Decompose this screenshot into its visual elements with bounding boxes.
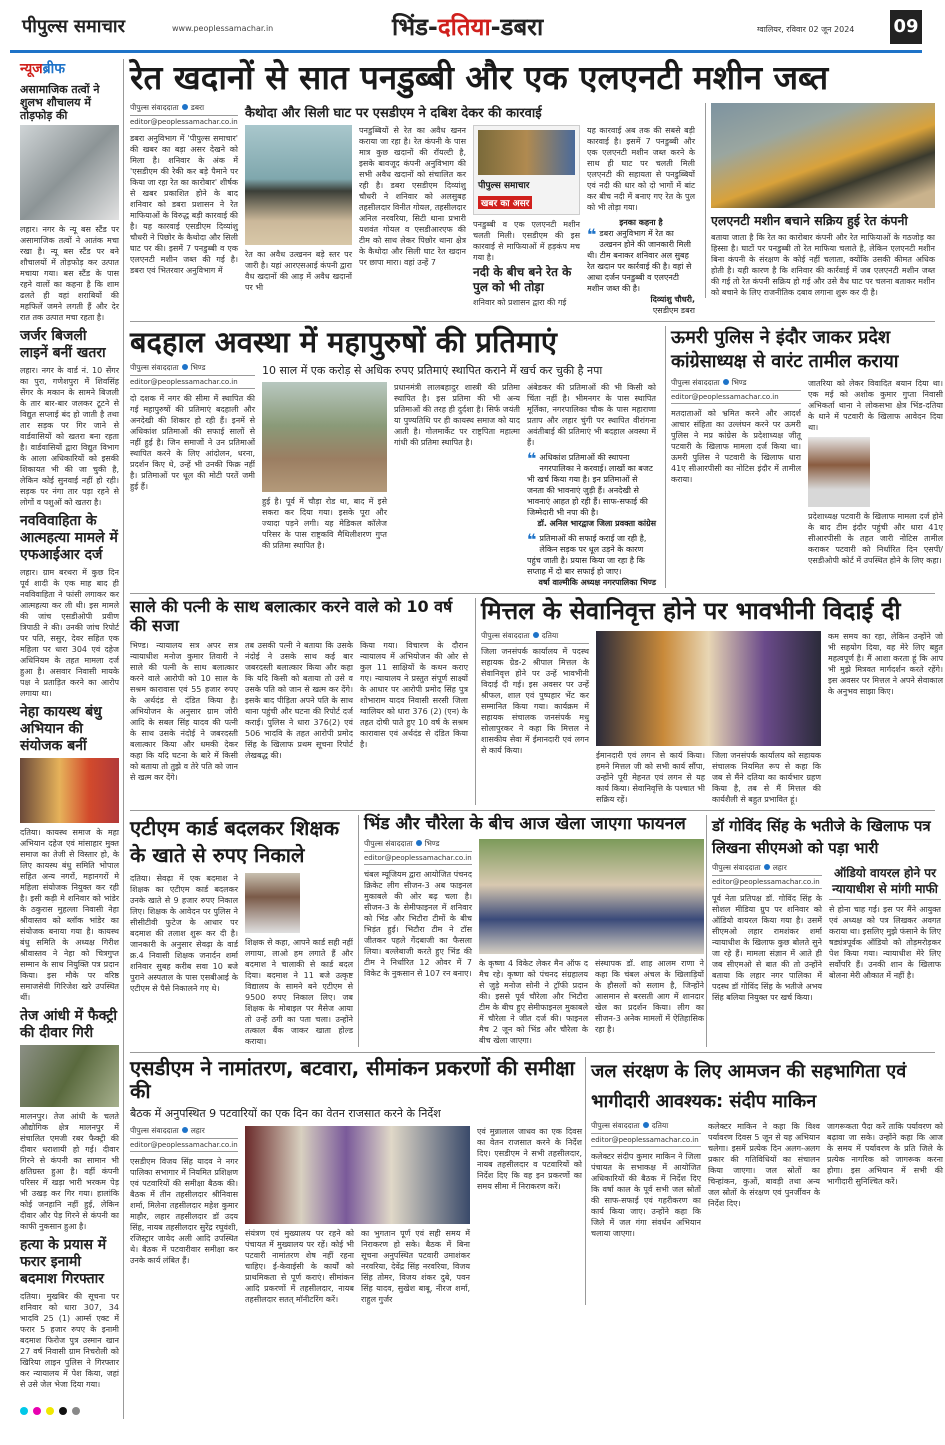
photo-caption-title: एलएनटी मशीन बचाने सक्रिय हुई रेत कंपनी — [711, 212, 908, 228]
news-brief-column — [20, 59, 123, 1419]
mittal-body-4: कम समय का रहा, लेकिन उन्होंने जो भी सहयोग दिया, वह मेरे लिए बहुत महत्वपूर्ण है। मैं आशा करता हूं कि आप भी मुझे मित्रवत मार्गदर्शन करते रहेंगे। इस अवसर पर मित्तल ने अपने सेवाकाल के अनुभव साझा किए। — [828, 631, 943, 696]
umri-col-1: पीपुल्स संवाददाता भिण्ड editor@peoplessamachar.co.in मतदाताओं को भ्रमित करने और आदर्श आचार संहिता का उल्लंघन करने पर ऊमरी पुलिस ने मप्र कांग्रेस के प्रदेशाध्यक्ष जीतू पटवारी के खिलाफ मामला दर्ज किया था। ऊमरी पुलिस ने पटवारी के खिलाफ धारा 41ए सीआरपीसी का नोटिस इंदौर में तामील कराया। — [671, 377, 801, 484]
byline: पीपुल्स संवाददाता डबरा — [130, 103, 238, 116]
umri-headline: ऊमरी पुलिस ने इंदौर जाकर प्रदेश कांग्रेसाध्यक्ष से वारंट तामील कराया — [671, 326, 899, 372]
news-brief-label: न्यूजब्रीफ — [20, 61, 66, 77]
sdm-body-3: का भुगतान पूर्ण एवं सही समय में निराकरण हो सके। बैठक में बिना सूचना अनुपस्थित पटवारी उमाशंकर नरवरिया, देवेंद्र सिंह नरवरिया, विजय सिंह तोमर, विजय शंकर दुबे, पवन सिंह यादव, सुखेश बाबू, नीरज शर्मा, राहुल गुर्जर — [361, 1228, 470, 1304]
logo: पीपुल्स समाचार — [22, 16, 125, 37]
sdm-subhead: बैठक में अनुपस्थित 9 पटवारियों का एक दिन का वेतन राजसात करने के निर्देश — [130, 1106, 441, 1120]
brief-item: असामाजिक तत्वों ने शुलभ शौचालय में तोड़फोड़ की लहार। नगर के न्यू बस स्टैंड पर असामाजिक तत्वों ने आतंक मचा रखा है। न्यू बस स्टैंड पर बने शौचालयों में तोड़फोड़ कर उत्पात मचाया गया। बस स्टैंड के पास रहने वालों का कहना है कि शाम ढलते ही वहां शराबियों की महफिलें जमने लगती हैं और देर रात तक उत्पात मचा रहता है। — [20, 83, 119, 322]
byline: पीपुल्स संवाददाता भिण्ड — [130, 363, 255, 376]
lead-subhead: कैथोदा और सिली घाट पर एसडीएम ने दबिश देकर की कारवाई — [245, 105, 542, 121]
rape-body-3: किया गया। विचारण के दौरान न्यायालय में अभियोजन की ओर से कुल 11 साक्षियों के कथन कराए गए। न्यायालय ने प्रस्तुत संपूर्ण साक्ष्यों के आधार पर आरोपी प्रमोद सिंह पुत्र शोभाराम यादव निवासी सरसी जिला ग्वालियर को धारा 376 (2) (एन) के तहत दोषी पाते हुए 10 वर्ष के सश्रम कारावास एवं अर्थदंड से दंडित किया है। — [360, 641, 468, 750]
byline: पीपुल्स संवाददाता भिण्ड — [364, 839, 472, 852]
photo-caption-body: बताया जाता है कि रेत का कारोबार कंपनी और रेत माफियाओं के गठजोड़ का हिस्सा है। घाटों पर पनडुब्बी तो रेत माफिया चलाते है, लेकिन एलएनटी मशीन बिना कंपनी के संरक्षण के कोई नहीं चलाता, क्योंकि उसकी कीमत अधिक होती है। यही कारण है कि शनिवार की कार्रवाई में जब एलएनटी मशीन जब्त की गई तो रेत कंपनी सक्रिय हो गई और उसे वैध घाट पर चलना बताकर मशीन को बचाने के लिए राजनीतिक दबाव लगाना शुरू कर दी है। — [711, 232, 935, 297]
govind-headline: डॉ गोविंद सिंह के भतीजे के खिलाफ पत्र लिखना सीएमओ को पड़ा भारी — [712, 816, 931, 857]
byline: पीपुल्स संवाददाता लहार — [130, 1126, 238, 1139]
masthead — [22, 0, 923, 50]
lead-headline: रेत खदानों से सात पनडुब्बी और एक एलएनटी मशीन जब्त — [130, 58, 829, 97]
statues-subhead: 10 साल में एक करोड़ से अधिक रुपए प्रतिमाएं स्थापित कराने में खर्च कर चुकी है नपा — [262, 364, 603, 378]
main-content — [123, 58, 943, 1419]
email[interactable]: editor@peoplessamachar.co.in — [671, 393, 801, 404]
brief-photo-toilet — [20, 125, 119, 220]
rape-body-2: तब उसकी पत्नी ने बताया कि उसके नंदोई ने उसके साथ कई बार जबरदस्ती बलात्कार किया और कहा कि यदि किसी को बताया तो उसे व उसके पति को जान से खत्म कर देंगे। इसके बाद पीड़िता अपने पति के साथ थाना पहुंची और घटना की रिपोर्ट दर्ज कराई। पुलिस ने धारा 376(2) एवं 506 भादवि के तहत आरोपी प्रमोद सिंह के खिलाफ प्रथम सूचना रिपोर्ट लेखबद्ध की। — [245, 641, 353, 761]
email[interactable]: editor@peoplessamachar.co.in — [130, 118, 238, 129]
lead-body-3: पनडुब्बियों से रेत का अवैध खनन कराया जा रहा है। रेत कंपनी के पास मात्र कुछ खदानों की रॉयल्टी है, इसके बावजूद कंपनी अनुविभाग की सभी अवैध खदानों को संचालित कर रही है। डबरा एसडीएम दिव्यांशु चौधरी ने शनिवार को अलसुबह तहसीलदार विनीत गोयल, तहसीलदार अनिल नरवरिया, सिटी थाना प्रभारी यशवंत गोयल व एसडीआरएफ की टीम को साथ लेकर पिछोर थाना क्षेत्र के कैथोदा और सिली घाट रेत खदान पर छापा मारा। वहां उन्हें 7 — [359, 125, 467, 267]
cricket-team-photo — [479, 839, 704, 954]
quote-box: इनका कहना है ❝ डबरा अनुविभाग में रेत का उत्खनन होने की जानकारी मिली थी। टीम बनाकर शनिवार अल सुबह रेत खदान पर कार्रवाई की है। वहां से आधा दर्जन पनडुब्बी व एलएनटी मशीन जब्त की है। दिव्यांशु चौधरी, एसडीएम डबरा — [587, 217, 695, 315]
water-col-1: पीपुल्स संवाददाता दतिया editor@peoplessamachar.co.in कलेक्टर संदीप कुमार माकिन ने जिला पंचायत के सभाकक्ष में आयोजित अधिकारियों की बैठक में निर्देश दिए कि वर्षा काल के पूर्व सभी जल स्रोतों की साफ-सफाई एवं गहरीकरण का कार्य किया जाए। उन्होंने कहा कि जिले में जल गंगा संवर्धन अभियान चलाया जाएगा। — [591, 1120, 701, 1238]
sdm-body-2: संयंत्रण एवं मुख्यालय पर रहने को पंचायत में मुख्यालय पर रहें। कोई भी पटवारी नामांतरण शेष नहीं रहना चाहिए। ई-केवाईसी के कार्यों को प्राथमिकता से पूर्ण कराएं। सीमांकन आदि प्रकरणों में तहसीलदार, नायब तहसीलदार सतत् मॉनीटरिंग करें। — [245, 1228, 354, 1304]
rape-story — [130, 598, 475, 805]
mittal-body-3: जिला जनसंपर्क कार्यालय को सहायक संचालक नियमित रूप से कहा कि जब से मैंने दतिया का कार्यभार ग्रहण किया है, तब से मैं मित्तल की कार्यशैली से बहुत प्रभावित हूं। — [712, 750, 821, 804]
date: ग्वालियर, रविवार 02 जून 2024 — [757, 25, 855, 34]
lead-subhead-2: नदी के बीच बने रेत के पुल को भी तोड़ा — [473, 264, 572, 294]
rape-case-headline: साले की पत्नी के साथ बलात्कार करने वाले को 10 वर्ष की सजा — [130, 597, 453, 635]
email[interactable]: editor@peoplessamachar.co.in — [364, 854, 472, 865]
clipping-logo: पीपुल्स समाचार — [478, 180, 530, 191]
email[interactable]: editor@peoplessamachar.co.in — [130, 378, 255, 389]
mittal-headline: मित्तल के सेवानिवृत्त होने पर भावभीनी विदाई दी — [481, 597, 901, 626]
mittal-body-2: ईमानदारी एवं लगन से कार्य किया। हमने मित्तल जी को सभी कार्य सौंपा, उन्होंने पूरी मेहनत एवं लगन से यह कार्य किया। सेवानिवृत्ति के पश्चात भी सक्रिय रहें। — [596, 750, 705, 804]
statues-col-4: अंबेडकर की प्रतिमाओं की भी किसी को चिंता नहीं है। भीमनगर के पास स्थापित मूर्तिका, नगरपालिका चौक के पास महाराणा प्रताप और लहार चुंगी पर स्थापित वीरांगना अवंतीबाई की प्रतिमाएं भी बदहाल अवस्था में हैं। ❝ अधिकांश प्रतिमाओं की स्थापना नगरपालिका ने करवाई। लाखों का बजट भी खर्च किया गया है। इन प्रतिमाओं से जनता की भावनाएं जुड़ी हैं। अनदेखी से भावनाएं आहत हो रही हैं। साफ-सफाई की जिम्मेदारी भी नपा की है। डॉ. अनिल भारद्वाज जिला प्रवक्ता कांग्रेस ❝ प्रतिमाओं की सफाई कराई जा रही है, लेकिन सड़क पर धूल उड़ने के कारण पहुंच जाती है। प्रयास किया जा रहा है कि सप्ताह में दो बार सफाई हो जाए। वर्षा वाल्मीकि अध्यक्ष नगरपालिका भिण्ड — [527, 383, 656, 588]
byline: पीपुल्स संवाददाता दतिया — [591, 1121, 701, 1134]
byline: पीपुल्स संवाददाता दतिया — [481, 631, 589, 644]
water-body-3: जागरूकता पैदा करें ताकि पर्यावरण को बढ़ावा जा सके। उन्होंने कहा कि आज के समय में पर्यावरण के प्रति जिले के प्रत्येक नागरिक को जागरूक करना होगा। इस अभियान में सभी की भागीदारी सुनिश्चित करें। — [827, 1121, 943, 1186]
mittal-col-1: पीपुल्स संवाददाता दतिया जिला जनसंपर्क कार्यालय में पदस्थ सहायक ग्रेड-2 श्रीपाल मित्तल के सेवानिवृत्त होने पर उन्हें भावभीनी विदाई दी गई। इस अवसर पर उन्हें श्रीफल, शाल एवं पुष्पहार भेंट कर सम्मानित किया गया। कार्यक्रम में सहायक संचालक जनसंपर्क मधु सोलापुरकर ने कहा कि मित्तल ने शासकीय सेवा में ईमानदारी एवं लगन से कार्य किया। — [481, 630, 589, 755]
umri-story — [665, 326, 942, 588]
byline: पीपुल्स संवाददाता लहार — [712, 863, 822, 876]
email[interactable]: editor@peoplessamachar.co.in — [130, 1141, 238, 1152]
page-number: 09 — [890, 10, 922, 44]
final-headline: भिंड और चौरेला के बीच आज खेला जाएगा फायनल — [364, 813, 686, 834]
sdm-body-4: एवं मुन्नालाल जाधव का एक दिवस का वेतन राजसात करने के निर्देश दिए। एसडीएम ने सभी तहसीलदार, नायब तहसीलदार व पटवारियों को निर्देश दिए कि वह इन प्रकरणों का समय सीमा में निराकरण करें। — [477, 1126, 582, 1191]
brief-item: तेज आंधी में फैक्ट्री की दीवार गिरी मालनपुर। तेज आंधी के चलते औद्योगिक क्षेत्र मालनपुर में संचालित एमजी रबर फैक्ट्री की दीवार धराशायी हो गई। दीवार गिरने से कंपनी का सामान भी क्षतिग्रस्त हुआ है। वहीं कंपनी परिसर में खड़ा भारी भरकम पेड़ भी उखड़ कर गिर गया। हालांकि कोई जनहानि नहीं हुई, लेकिन दीवार और पेड़ गिरने से कंपनी का काफी नुकसान हुआ है। — [20, 1008, 119, 1231]
sdm-col-1: पीपुल्स संवाददाता लहार editor@peoplessamachar.co.in एसडीएम विजय सिंह यादव ने नगर पालिका सभागार में नियमित प्रशिक्षण एवं पटवारियों की समीक्षा बैठक की। बैठक में तीन तहसीलदार श्रीनिवास शर्मा, मिलेना तहसीलदार महेश कुमार माहौर, लहार तहसीलदार डॉ उदय सिंह, नायब तहसीलदार सुरेंद्र रघुवंशी, रजिस्ट्रार जावेद अली आदि उपस्थित थे। बैठक में पटवारीवार समीक्षा कर उनके कार्य लंबित हैं। — [130, 1125, 238, 1265]
lead-story — [130, 59, 935, 321]
lead-body-2: रेत का अवैध उत्खनन बड़े स्तर पर जारी है। यहां आरएसआई कंपनी द्वारा वैध खदानों की आड़ में अवैध खदानों पर भी — [245, 249, 352, 292]
water-headline: जल संरक्षण के लिए आमजन की सहभागिता एवं भागीदारी आवश्यक: संदीप माकिन — [591, 1060, 907, 1112]
final-col-1: पीपुल्स संवाददाता भिण्ड editor@peoplessamachar.co.in चंबल म्यूजियम द्वारा आयोजित पंचनद क्रिकेट लीग सीजन-3 अब फाइनल मुकाबले की ओर बढ़ चला है। सीजन-3 के सेमीफाइनल में शनिवार को भिंड और भिटौरा टीमों के बीच भिड़ंत हुई। भिटौरा टीम ने टॉस जीतकर पहले गेंदबाजी का फैसला लिया। बल्लेबाजी करते हुए भिंड की टीम ने निर्धारित 12 ओवर में 7 विकेट के नुकसान से 107 रन बनाए। — [364, 839, 472, 979]
final-story — [358, 815, 706, 1047]
quote-box: ❝ अधिकांश प्रतिमाओं की स्थापना नगरपालिका ने करवाई। लाखों का बजट भी खर्च किया गया है। इन प्रतिमाओं से जनता की भावनाएं जुड़ी हैं। अनदेखी से भावनाएं आहत हो रही हैं। साफ-सफाई की जिम्मेदारी भी नपा की है। डॉ. अनिल भारद्वाज जिला प्रवक्ता कांग्रेस — [527, 449, 656, 529]
statues-body-2: हुई है। पूर्व में चौड़ा रोड था, बाद में इसे सकरा कर दिया गया। इसके पूरा और ज्यादा पड़ने लगी। यह मेडिकल कॉलेज परिसर के पास राष्ट्रकवि मैथिलीशरण गुप्त की प्रतिमा स्थापित है। — [262, 497, 387, 551]
mittal-story — [475, 598, 942, 805]
color-registration-marks — [20, 1400, 119, 1419]
section-sdm-water — [130, 1052, 943, 1310]
statues-headline: बदहाल अवस्था में महापुरुषों की प्रतिमाएं — [130, 324, 557, 359]
umri-body-3: प्रदेशाध्यक्ष पटवारी के खिलाफ मामला दर्ज होने के बाद टीम इंदौर पहुंची और धारा 41ए सीआरपीसी के तहत जारी नोटिस तामील कराकर पटवारी को निर्धारित दिन एसपी/एसडीओपी कोर्ट में उपस्थित होने के लिए कहा। — [808, 511, 943, 565]
atm-body-1: दतिया। सेवढ़ा में एक बदमाश ने शिक्षक का एटीएम कार्ड बदलकर उनके खाते से 9 हजार रुपए निकाल लिए। शिक्षक के आवेदन पर पुलिस ने सीसीटीवी फुटेज के आधार पर बदमाश की तलाश शुरू कर दी है। जानकारी के अनुसार सेवढ़ा के वार्ड क्र.4 निवासी शिक्षक जनार्दन शर्मा शनिवार सुबह करीब सवा 10 बजे पुराने अस्पताल के पास एसबीआई के एटीएम से पैसे निकालने गए थे। — [130, 873, 238, 993]
lead-photo-boat — [245, 125, 352, 245]
quote-icon: ❝ — [587, 224, 597, 244]
water-body-2: कलेक्टर माकिन ने कहा कि विश्व पर्यावरण दिवस 5 जून से यह अभियान चलेगा। इसमें प्रत्येक दिन अलग-अलग प्रकार की गतिविधियों का संचालन किया जाएगा। जल स्रोतों का चिन्हांकन, कुओं, बावड़ी तथा अन्य जल स्रोतों के संरक्षण एवं पुनर्जीवन के निर्देश दिए। — [708, 1121, 820, 1208]
lead-col-4: पीपुल्स समाचार खबर का असर पनडुब्बी व एक एलएनटी मशीन चलती मिली। एसडीएम की इस कारवाई से माफियाओं में हड़कंप मच गया है। नदी के बीच बने रेत के पुल को भी तोड़ा शनिवार को प्रशासन द्वारा की गई — [473, 125, 580, 308]
clipping-badge: खबर का असर — [478, 196, 532, 209]
section-statues-umri — [130, 321, 943, 593]
brief-photo-neha — [20, 758, 119, 823]
section-title — [392, 10, 543, 43]
news-clipping — [473, 125, 580, 215]
final-body-2: के कृष्णा 4 विकेट लेकर मैन ऑफ द मैच रहे। कृष्णा को पंचनद संग्रहालय से जुड़े मनोज सोनी ने ट्रॉफी प्रदान की। इससे पूर्व चौरेला और भिटौरा टीम के बीच हुए सेमीफाइनल मुकाबले में चौरेला ने जीत दर्ज की। फाइनल मैच 2 जून को भिंड और चौरेला के बीच खेला जाएगा। — [479, 959, 588, 1046]
teacher-photo — [245, 873, 300, 933]
brief-item: हत्या के प्रयास में फरार इनामी बदमाश गिरफ्तार दतिया। मुखबिर की सूचना पर शनिवार को धारा 307, 34 भादवि 25 (1) आर्म्स एक्ट में फरार 5 हजार रुपए के इनामी बदमाश फिरोज पुत्र उस्मान खान 27 वर्ष निवासी ग्राम निचरोली को खिरिया लाइन पुलिस ने गिरफ्तार कर न्यायालय में पेश किया, जहां से उसे जेल भेजा दिया गया। — [20, 1237, 119, 1389]
brief-item: नवविवाहिता के आत्महत्या मामले में एफआईआर दर्ज लहार। ग्राम बरथरा में कुछ दिन पूर्व शादी के एक माह बाद ही नवविवाहिता ने फांसी लगाकर कर आत्महत्या कर ली थी। इस मामले की जांच एसडीओपी प्रवीण त्रिपाठी ने की। उनकी जांच रिपोर्ट पर पति, ससुर, देवर सहित एक महिला पर धारा 304 एवं दहेज अधिनियम के तहत मामला दर्ज हुआ है। असवार निवासी मायके पक्ष ने प्रताड़ित करने का आरोप लगाया था। — [20, 513, 119, 698]
title-part: -डबरा — [490, 13, 544, 41]
byline: पीपुल्स संवाददाता भिण्ड — [671, 378, 801, 391]
atm-story — [130, 815, 358, 1047]
brief-item: जर्जर बिजली लाइनें बनीं खतरा लहार। नगर के वार्ड नं. 10 सेंगर का पुरा, गणेशपुरा में शिवसिंह सेंगर के मकान के सामने बिजली के तार बार-बार जलकर टूटने से विद्युत सप्लाई बंद हो जाती है तथा तार सड़क पर गिर जाने से वार्डवासियों को खतरा बना रहता है। वार्डवासियों द्वारा विद्युत विभाग के आला अधिकारियों को इसकी शिकायत भी की जा चुकी है, लेकिन कोई सुनवाई नहीं हो रही। सड़क पर नंगा तार पड़ा रहने से लोगों व पशुओं को खतरा है। — [20, 328, 119, 507]
atm-headline: एटीएम कार्ड बदलकर शिक्षक के खाते से रुपए निकाले — [130, 815, 340, 867]
govind-story — [706, 815, 942, 1047]
meeting-photo — [245, 1126, 470, 1224]
brief-item: नेहा कायस्थ बंधु अभियान की संयोजक बनीं दतिया। कायस्थ समाज के महा अभियान दहेज एवं मांसाहार मुक्त समाज का तेजी से विस्तार हो, के लिए कायस्थ बंधु समिति भोपाल सहित अन्य नगरों, महानगरों मे महिला संयोजक नियुक्त कर रही है। इसी कड़ी मे शनिवार को भांडेर के ठकुरास मुहल्ला निवासी नेहा श्रीवास्तव को ब्लॉक भांडेर का संयोजक बनाया गया है। कायस्थ बंधु समिति के अध्यक्ष गिरीश श्रीवास्तव ने नेहा को चित्रगुप्त सम्मान के साथ नियुक्ति पत्र प्रदान किया। इस मौके पर वरिष्ठ समाजसेवी गिरिजेश खरे उपस्थित थीं। — [20, 704, 119, 1002]
water-story — [585, 1057, 942, 1305]
statues-body-1: दो दशक में नगर की सीमा में स्थापित की गई महापुरुषों की प्रतिमाएं बदहाली और अनदेखी की शिकार हो रही हैं। इनमें से अधिकांश प्रतिमाओं की सफाई सालों से नहीं हुई है। जिन समाजों ने उन प्रतिमाओं स्थापित करने के लिए आंदोलन, धरना, प्रदर्शन किए थे, उन्हें भी उनकी फिक्र नहीं है। प्रतिमाओं पर धूल की मोटी परतें जमी हुई हैं। — [130, 394, 255, 492]
title-part: भिंड- — [392, 13, 438, 41]
statues-story — [130, 326, 665, 588]
email[interactable]: editor@peoplessamachar.co.in — [591, 1136, 701, 1147]
section-atm-final-govind — [130, 810, 941, 1052]
brief-photo-wall — [20, 1045, 119, 1107]
email[interactable]: editor@peoplessamachar.co.in — [712, 878, 822, 889]
lead-byline-block — [130, 103, 238, 276]
statue-photo — [262, 382, 387, 492]
farewell-photo — [596, 631, 821, 746]
website[interactable]: www.peoplessamachar.in — [172, 24, 274, 33]
section-rape-mittal — [130, 593, 943, 810]
umri-body-1: जातरिया को लेकर विवादित बयान दिया था। एक मई को अशोक कुमार गुप्ता निवासी अभिकर्ता थाना ने लोकसभा क्षेत्र भिंड-दतिया के थाने में पटवारी के खिलाफ आवेदन दिया था। — [808, 378, 943, 432]
clipping-photo — [478, 130, 575, 175]
final-body-3: संस्थापक डॉ. शाह आलम राणा ने कहा कि चंबल अंचल के खिलाड़ियों के हौसलों को सलाम है, जिन्होंने आसमान से बरसती आग में शानदार खेल का प्रदर्शन किया। लीग का सीजन-3 अनेक मामलों में ऐतिहासिक रहा है। — [595, 959, 704, 1035]
govind-pull-quote: ऑडियो वायरल होने पर न्यायाधीश से मांगी माफी — [829, 863, 941, 900]
lead-col-5: यह कारवाई अब तक की सबसे बड़ी कारवाई है। इसमें 7 पनडुब्बी और एक एलएनटी मशीन जब्त करने के साथ ही घाट पर चलती मिली एलएनटी की सहायता से पनडुब्बियों एवं नदी की धार को दो भागों में बांट कर बीच नदी में बनाए गए रेत के पुल को भी तोड़ा गया। इनका कहना है ❝ डबरा अनुविभाग में रेत का उत्खनन होने की जानकारी मिली थी। टीम बनाकर शनिवार अल सुबह रेत खदान पर कार्रवाई की है। वहां से आधा दर्जन पनडुब्बी व एलएनटी मशीन जब्त की है। दिव्यांशु चौधरी, एसडीएम डबरा — [587, 125, 695, 315]
title-part-red: दतिया — [437, 13, 491, 41]
quote-box: ❝ प्रतिमाओं की सफाई कराई जा रही है, लेकिन सड़क पर धूल उड़ने के कारण पहुंच जाती है। प्रयास किया जा रहा है कि सप्ताह में दो बार सफाई हो जाए। वर्षा वाल्मीकि अध्यक्ष नगरपालिका भिण्ड — [527, 530, 656, 588]
govind-col-1: पीपुल्स संवाददाता लहार editor@peoplessamachar.co.in पूर्व नेता प्रतिपक्ष डॉ. गोविंद सिंह के सोशल मीडिया ग्रुप पर शनिवार को ऑडियो वायरल किया गया है। उसमें सीएमओ लहार रामशंकर शर्मा न्यायाधीश के खिलाफ कुछ बोलते सुने जा रहे हैं। मामला संज्ञान में आते ही जब सीएमओ से बात की तो उन्होंने बताया कि लहार नगर पालिका में पदस्थ डॉ गोविंद सिंह के भतीजे अभय सिंह बलिया नियुक्त पर खर्च किया। — [712, 862, 822, 1002]
sdm-headline: एसडीएम ने नामांतरण, बटवारा, सीमांकन प्रकरणों की समीक्षा की — [130, 1055, 575, 1103]
patwari-photo — [808, 437, 870, 507]
statues-body-3: प्रधानमंत्री लालबहादुर शास्त्री की प्रतिमा स्थापित है। इस प्रतिमा की भी अन्य प्रतिमाओं की तरह ही दुर्दशा है। सिर्फ जयंती या पुण्यतिथि पर ही कायस्थ समाज को याद आती है। गोलमार्केट पर राष्ट्रपिता महात्मा गांधी की प्रतिमा स्थापित है। — [394, 383, 520, 448]
govind-body-2: से होना चाह गई। इस पर मैंने आयुक्त एवं अध्यक्ष को पत्र लिखकर अवगत कराया था। इसलिए मुझे फंसाने के लिए षड्यंत्रपूर्वक ऑडियो को तोड़मरोड़कर पेश किया गया। न्यायाधीश मेरे लिए सर्वोपरि हैं। उनकी शान के खिलाफ बोलना मेरी औकात में नहीं है। — [829, 904, 941, 980]
lead-body-1: डबरा अनुविभाग में 'पीपुल्स समाचार' की खबर का बड़ा असर देखने को मिला है। शनिवार के अंक में 'एसडीएम की रेकी कर बड़े पैमाने पर किया जा रहा रेत का कारोबार' शीर्षक से खबर प्रकाशित होने के बाद शनिवार को डबरा प्रशासन ने रेत माफियाओं के विरुद्ध बड़ी कारवाई की है। यह कारवाई एसडीएम दिव्यांशु चौधरी ने पिछोर के कैथोदा और सिली घाट पर की। इसमें 7 पनडुब्बी व एक एलएनटी मशीन जब्त की गई है। डबरा एवं भितरवार अनुविभाग में — [130, 133, 238, 275]
atm-body-2: शिक्षक से कहा, आपने कार्ड सही नहीं लगाया, लाओ हम लगाते हैं और बदमाश ने चालाकी से कार्ड बदल दिया। बदमाश ने 11 बजे उत्कृष्ट विद्यालय के सामने बने एटीएम से 9500 रुपए निकाल लिए। जब शिक्षक के मोबाइल पर मैसेज आया तो उन्हें ठगी का पता चला। उन्होंने तत्काल बैंक जाकर खाता होल्ड कराया। — [245, 937, 353, 1046]
lead-photo-lnt-machine — [711, 103, 935, 208]
rape-body-1: भिण्ड। न्यायालय सत्र अपर सत्र न्यायाधीश मनोज कुमार तिवारी ने साले की पत्नी के साथ बलात्कार करने वाले आरोपी को 10 साल के सश्रम कारावास एवं 55 हजार रुपए के अर्थदंड से दंडित किया है। अभियोजन के अनुसार ग्राम जोरी आदि के सबल सिंह यादव की पत्नी के साथ उसके नंदोई ने जबरदस्ती बलात्कार किया और धमकी देकर कहा कि यदि घटना के बारे में किसी को बताया तो तुझे व तेरे पति को जान से खत्म कर देंगे। — [130, 641, 238, 783]
sdm-story — [130, 1057, 585, 1305]
